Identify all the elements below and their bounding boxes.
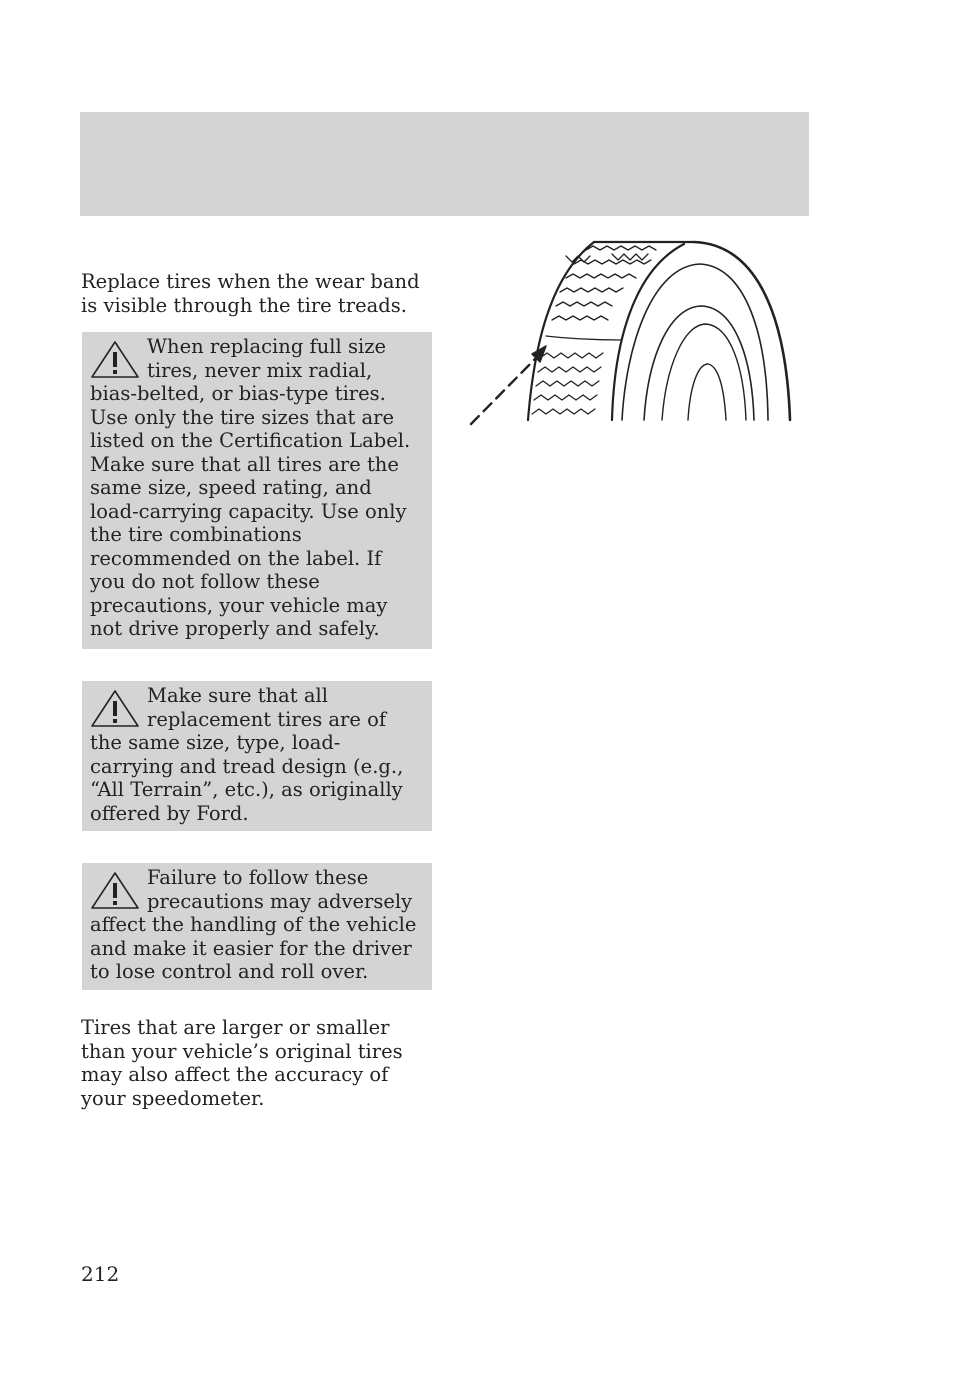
warning-box [82,863,432,990]
header-band [80,112,809,216]
tire-wear-band-illustration [462,236,798,432]
warning-box [82,681,432,831]
warning-triangle-icon [90,689,140,729]
warning-triangle-icon [90,340,140,380]
page-number: 212 [81,1262,120,1286]
warning-text: Failure to follow these precautions may adversely affect the handling of the vehicle and make it easier for the driver to lose control and roll over. [90,866,417,983]
warning-text: When replacing full size tires, never mix radial, bias-belted, or bias-type tires. Use only the tire sizes that are listed on the Certification Label. Make sure that all tires are the same size, speed rating, and load-carrying capacity. Use only the tire combinations recommended on the label. If you do not follow these precautions, your vehicle may not drive properly and safely. [90,335,411,640]
warning-text: Make sure that all replacement tires are of the same size, type, load-carrying and tread design (e.g., “All Terrain”, etc.), as originally offered by Ford. [90,684,404,825]
warning-box [82,332,432,649]
intro-paragraph: Replace tires when the wear band is visible through the tire treads. [81,270,420,317]
closing-paragraph: Tires that are larger or smaller than your vehicle’s original tires may also affect the accuracy of your speedometer. [81,1016,403,1110]
warning-triangle-icon [90,871,140,911]
